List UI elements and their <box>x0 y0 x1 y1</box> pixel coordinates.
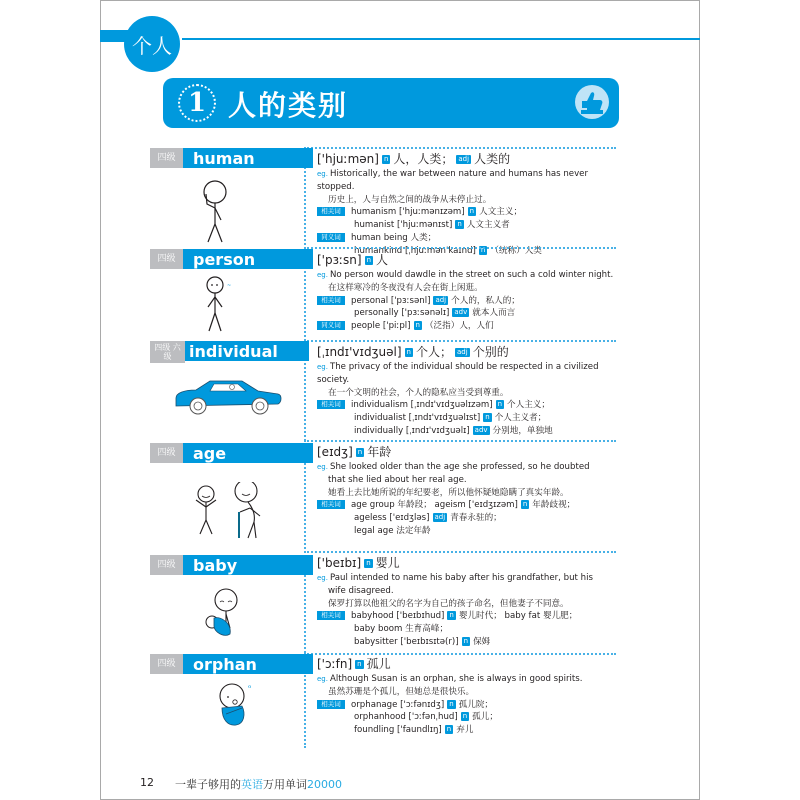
related-word: legal age 法定年龄 <box>354 525 431 536</box>
pos-badge: n <box>449 699 454 708</box>
related-word: individualism [ˌɪndɪ'vɪdʒuəlɪzəm] <box>351 400 493 411</box>
entry-header-human <box>150 148 313 168</box>
entry-divider <box>304 247 616 249</box>
example-en: No person would dawdle in the street on such a cold winter night. <box>329 270 614 280</box>
related-tag: 相关词 <box>317 207 345 216</box>
related-meaning: 人文主义者 <box>466 220 510 231</box>
entry-divider <box>304 551 616 553</box>
eg-label: eg. <box>317 271 328 279</box>
grade-label: 四级 <box>150 654 183 674</box>
pos-badge: n <box>366 256 371 264</box>
related-word: humanist ['hjuːmənɪst] <box>354 220 453 231</box>
related-meaning: 弃儿 <box>456 725 474 736</box>
crying-baby-icon <box>214 680 264 730</box>
pos-badge: adj <box>457 348 468 356</box>
synonym-word: people ['piːpl] <box>351 321 411 332</box>
entry-divider <box>304 653 616 655</box>
related-meaning: 青春永驻的； <box>450 513 502 524</box>
related-word: baby boom 生育高峰； <box>354 624 449 635</box>
category-badge <box>124 16 180 72</box>
related-word: orphanhood ['ɔːfənˌhud] <box>354 712 458 723</box>
related-word: foundling ['faundlɪŋ] <box>354 725 442 736</box>
eg-label: eg. <box>317 363 328 371</box>
synonym-word: human being 人类； <box>351 232 437 243</box>
pos-badge: n <box>463 636 469 645</box>
book-title-highlight: 英语 <box>241 778 263 791</box>
meaning: 人 <box>376 253 389 267</box>
pronunciation: [eɪdʒ] <box>317 445 353 459</box>
pronunciation: ['pɜːsn] <box>317 253 362 267</box>
pos-badge: n <box>480 245 486 254</box>
headword: human <box>183 148 313 168</box>
related-meaning: 婴儿时代； baby fat 婴儿肥； <box>458 611 578 622</box>
meaning: 孤儿 <box>366 657 391 671</box>
pos-badge: adj <box>434 513 446 522</box>
example-en: Historically, the war between nature and humans has never stopped. <box>317 169 589 192</box>
category-label: 个人 <box>132 33 172 58</box>
example-cn: 在这样寒冷的冬夜没有人会在街上闲逛。 <box>328 282 483 293</box>
pos-badge: n <box>462 712 468 721</box>
related-tag: 相关词 <box>317 500 345 509</box>
pos-badge: adv <box>454 308 468 317</box>
synonym-meaning: （泛指）人，人们 <box>424 321 494 332</box>
related-word: humanism ['hjuːmənɪzəm] <box>351 207 465 218</box>
meaning: 年龄 <box>367 445 392 459</box>
meaning: 人，人类； <box>393 152 454 166</box>
entry-header-baby <box>150 555 313 575</box>
grade-label: 四级 六级 <box>150 341 185 363</box>
related-meaning: 就本人而言 <box>472 308 516 319</box>
related-tag: 相关词 <box>317 611 345 620</box>
grade-label: 四级 <box>150 443 183 463</box>
related-meaning: 孤儿院； <box>458 699 494 710</box>
grade-label: 四级 <box>150 148 183 168</box>
thumbs-up-icon <box>572 82 612 122</box>
related-word: ageless ['eɪdʒləs] <box>354 513 430 524</box>
example-en-cont: that she lied about her real age. <box>328 474 467 485</box>
grade-label: 四级 <box>150 249 183 269</box>
related-word: age group 年龄段； ageism ['eɪdʒɪzəm] <box>351 500 518 511</box>
entry-divider <box>304 440 616 442</box>
example-en: The privacy of the individual should be respected in a civilized society. <box>317 362 599 385</box>
stick-figure-thinking-icon <box>195 178 245 246</box>
related-meaning: 人文主义； <box>479 207 523 218</box>
example-cn: 历史上，人与自然之间的战争从未停止过。 <box>328 194 492 205</box>
related-word: babyhood ['beɪbɪhud] <box>351 611 445 622</box>
definition-person <box>317 252 617 333</box>
definition-age <box>317 444 617 538</box>
headword: person <box>183 249 313 269</box>
pos-badge: n <box>522 500 528 509</box>
eg-label: eg. <box>317 170 328 178</box>
pos-badge: n <box>357 448 363 456</box>
pronunciation: ['ɔːfn] <box>317 657 353 671</box>
headword: individual <box>185 341 309 361</box>
pos-badge: n <box>406 348 411 356</box>
book-title <box>175 776 342 792</box>
example-cn: 她看上去比她所说的年纪要老，所以他怀疑她隐瞒了真实年龄。 <box>328 487 569 498</box>
meaning: 个别的 <box>472 345 509 359</box>
meaning: 个人； <box>415 345 452 359</box>
synonym-meaning: （统称）人类 <box>490 245 542 256</box>
pos-badge: n <box>383 155 389 163</box>
pos-badge: n <box>357 660 362 668</box>
child-and-elder-icon <box>192 482 272 542</box>
svg-text:~: ~ <box>227 283 232 289</box>
pos-badge: n <box>449 611 454 620</box>
related-meaning: 个人的，私人的； <box>451 295 520 306</box>
related-meaning: 保姆 <box>473 636 491 647</box>
example-en-cont: wife disagreed. <box>328 585 394 596</box>
example-cn: 保罗打算以他祖父的名字为自己的孩子命名，但他妻子不同意。 <box>328 598 569 609</box>
eg-label: eg. <box>317 675 328 683</box>
section-number: 1 <box>178 84 216 122</box>
grade-label: 四级 <box>150 555 183 575</box>
entry-header-age <box>150 443 313 463</box>
example-cn: 在一个文明的社会，个人的隐私应当受到尊重。 <box>328 387 509 398</box>
svg-text:ℴ: ℴ <box>248 682 252 690</box>
pos-badge: n <box>446 725 452 734</box>
book-title-highlight: 20000 <box>307 778 342 791</box>
related-word: personally ['pɜːsənəlɪ] <box>354 308 450 319</box>
meaning: 人类的 <box>474 152 511 166</box>
eg-label: eg. <box>317 463 328 471</box>
pronunciation: ['hjuːmən] <box>317 152 379 166</box>
related-word: babysitter ['beɪbɪsɪtə(r)] <box>354 636 459 647</box>
pos-badge: adj <box>435 295 447 304</box>
example-en: She looked older than the age she professed, so he doubted <box>329 462 590 472</box>
header-rule <box>182 38 700 40</box>
example-en: Although Susan is an orphan, she is always in good spirits. <box>329 674 583 684</box>
related-meaning: 分别地，单独地 <box>492 425 553 436</box>
pronunciation: [ˌɪndɪ'vɪdʒuəl] <box>317 345 402 359</box>
entry-header-person <box>150 249 313 269</box>
entry-header-individual <box>150 341 309 361</box>
related-word: individually [ˌɪndɪ'vɪdʒuəlɪ] <box>354 425 470 436</box>
related-word: individualist [ˌɪndɪ'vɪdʒuəlɪst] <box>354 413 481 424</box>
pos-badge: adv <box>474 425 488 434</box>
section-title: 人的类别 <box>228 89 349 122</box>
definition-individual <box>317 344 617 438</box>
pos-badge: n <box>497 400 503 409</box>
synonym-tag: 同义词 <box>317 233 345 242</box>
entry-divider <box>304 147 616 149</box>
pos-badge: n <box>485 413 490 422</box>
car-icon <box>172 378 284 418</box>
headword: orphan <box>183 654 313 674</box>
related-tag: 相关词 <box>317 400 345 409</box>
book-title-part: 一辈子够用的 <box>175 778 241 791</box>
example-cn: 虽然苏珊是个孤儿，但她总是很快乐。 <box>328 686 475 697</box>
example-en: Paul intended to name his baby after his grandfather, but his <box>329 573 593 583</box>
related-tag: 相关词 <box>317 296 345 305</box>
pos-badge: n <box>366 559 371 567</box>
pos-badge: n <box>415 321 420 330</box>
stick-figure-standing-icon <box>200 275 240 335</box>
parent-holding-baby-icon <box>200 588 260 644</box>
meaning: 婴儿 <box>375 556 400 570</box>
page-number: 12 <box>140 776 154 789</box>
definition-orphan <box>317 656 617 737</box>
eg-label: eg. <box>317 574 328 582</box>
pronunciation: ['beɪbɪ] <box>317 556 362 570</box>
related-meaning: 年龄歧视； <box>532 500 576 511</box>
synonym-tag: 同义词 <box>317 321 345 330</box>
definition-human <box>317 151 617 258</box>
headword: baby <box>183 555 313 575</box>
synonym-word: humankind [ˌhjuːmən'kaɪnd] <box>354 245 476 256</box>
entry-divider <box>304 340 616 342</box>
definition-baby <box>317 555 617 649</box>
headword: age <box>183 443 313 463</box>
related-tag: 相关词 <box>317 700 345 709</box>
pos-badge: adj <box>458 155 470 163</box>
related-word: orphanage ['ɔːfənɪdʒ] <box>351 699 445 710</box>
related-meaning: 个人主义； <box>507 400 550 411</box>
entry-header-orphan <box>150 654 313 674</box>
related-meaning: 孤儿； <box>472 712 498 723</box>
book-title-part: 万用单词 <box>263 778 307 791</box>
related-meaning: 个人主义者； <box>494 413 547 424</box>
related-word: personal ['pɜːsənl] <box>351 295 431 306</box>
pos-badge: n <box>457 220 462 229</box>
pos-badge: n <box>469 207 475 216</box>
